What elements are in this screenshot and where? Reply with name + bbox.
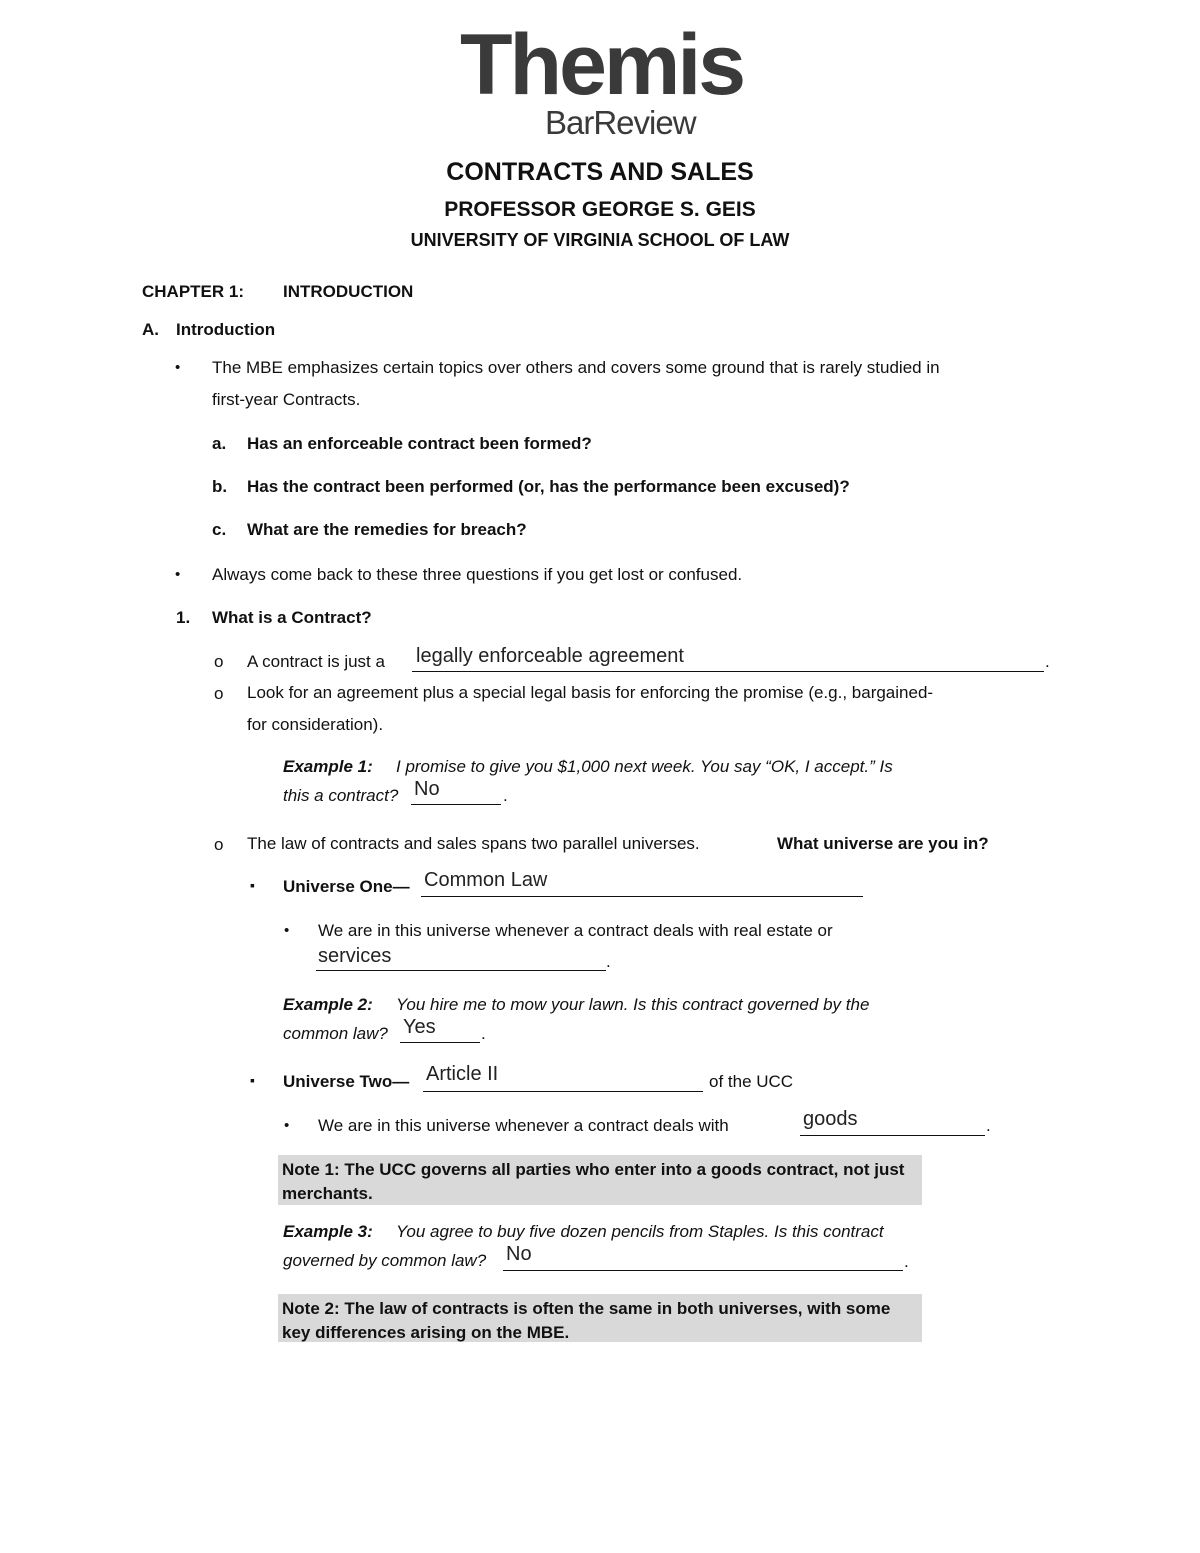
- example-1-line-1: I promise to give you $1,000 next week. You say “OK, I accept.” Is: [396, 757, 893, 776]
- example-2-line-2: common law?: [283, 1024, 388, 1043]
- universe-two-answer: Article II: [426, 1063, 499, 1085]
- section-letter: A.: [142, 320, 159, 339]
- note-2: Note 2: The law of contracts is often the same in both universes, with some key differences arising on the MBE.: [278, 1294, 922, 1342]
- answer-line: [800, 1135, 985, 1136]
- period: .: [503, 786, 508, 805]
- circle-bullet: o: [214, 684, 224, 703]
- square-bullet: ▪: [250, 1072, 255, 1088]
- universes-text: The law of contracts and sales spans two parallel universes.: [247, 834, 700, 853]
- universe-one-label: Universe One—: [283, 877, 410, 896]
- answer-line: [503, 1270, 903, 1271]
- contract-definition-answer: legally enforceable agreement: [416, 645, 684, 667]
- agreement-text-line-2: for consideration).: [247, 715, 384, 734]
- answer-line: [421, 896, 863, 897]
- square-bullet: ▪: [250, 877, 255, 893]
- universe-two-suffix: of the UCC: [709, 1072, 794, 1091]
- question-c: What are the remedies for breach?: [247, 520, 527, 539]
- intro-bullet-1-line-1: The MBE emphasizes certain topics over others and covers some ground that is rarely studied in: [212, 358, 940, 377]
- universe-one-answer: Common Law: [424, 869, 548, 891]
- universes-question: What universe are you in?: [777, 834, 989, 853]
- answer-line: [423, 1091, 703, 1092]
- answer-line: [412, 671, 1044, 672]
- agreement-text-line-1: Look for an agreement plus a special legal basis for enforcing the promise (e.g., bargained-: [247, 683, 934, 702]
- example-3-answer: No: [506, 1243, 532, 1265]
- professor-name: PROFESSOR GEORGE S. GEIS: [444, 198, 756, 221]
- period: .: [986, 1116, 991, 1135]
- answer-line: [411, 804, 501, 805]
- logo-subtitle: BarReview: [545, 104, 696, 141]
- question-letter: a.: [212, 434, 227, 453]
- chapter-label: CHAPTER 1:: [142, 282, 245, 301]
- section-title: Introduction: [176, 320, 276, 339]
- intro-bullet-2: Always come back to these three questions if you get lost or confused.: [212, 565, 743, 584]
- example-3-label: Example 3:: [283, 1222, 373, 1241]
- example-2-answer: Yes: [403, 1016, 436, 1038]
- example-3-line-1: You agree to buy five dozen pencils from Staples. Is this contract: [396, 1222, 884, 1241]
- school-name: UNIVERSITY OF VIRGINIA SCHOOL OF LAW: [410, 230, 790, 250]
- universe-one-bullet-text: We are in this universe whenever a contract deals with real estate or: [318, 921, 833, 940]
- question-a: Has an enforceable contract been formed?: [247, 434, 592, 453]
- example-2-label: Example 2:: [283, 995, 373, 1014]
- period: .: [481, 1024, 486, 1043]
- intro-bullet-1-line-2: first-year Contracts.: [212, 390, 361, 409]
- document-title: CONTRACTS AND SALES: [446, 158, 754, 186]
- universe-one-bullet-answer: services: [318, 945, 392, 967]
- universe-two-bullet-answer: goods: [803, 1108, 858, 1130]
- circle-bullet: o: [214, 835, 224, 854]
- subsection-number: 1.: [176, 608, 191, 627]
- contract-definition-text: A contract is just a: [247, 652, 385, 671]
- bullet-glyph: •: [284, 1117, 290, 1134]
- example-1-answer: No: [414, 778, 440, 800]
- question-letter: b.: [212, 477, 228, 496]
- bullet-glyph: •: [284, 922, 290, 939]
- subsection-title: What is a Contract?: [212, 608, 372, 627]
- bullet-glyph: •: [175, 566, 181, 583]
- example-2-line-1: You hire me to mow your lawn. Is this contract governed by the: [396, 995, 870, 1014]
- universe-two-label: Universe Two—: [283, 1072, 410, 1091]
- answer-line: [400, 1042, 480, 1043]
- period: .: [606, 952, 611, 971]
- example-1-label: Example 1:: [283, 757, 373, 776]
- bullet-glyph: •: [175, 359, 181, 376]
- question-b: Has the contract been performed (or, has the performance been excused)?: [247, 477, 850, 496]
- example-1-line-2: this a contract?: [283, 786, 399, 805]
- answer-line: [316, 970, 606, 971]
- period: .: [1045, 652, 1050, 671]
- chapter-name: INTRODUCTION: [283, 282, 414, 301]
- example-3-line-2: governed by common law?: [283, 1251, 487, 1270]
- period: .: [904, 1252, 909, 1271]
- universe-two-bullet-text: We are in this universe whenever a contract deals with: [318, 1116, 729, 1135]
- logo-wordmark: Themis: [460, 17, 744, 113]
- note-1: Note 1: The UCC governs all parties who enter into a goods contract, not just merchants.: [278, 1155, 922, 1205]
- question-letter: c.: [212, 520, 227, 539]
- circle-bullet: o: [214, 652, 224, 671]
